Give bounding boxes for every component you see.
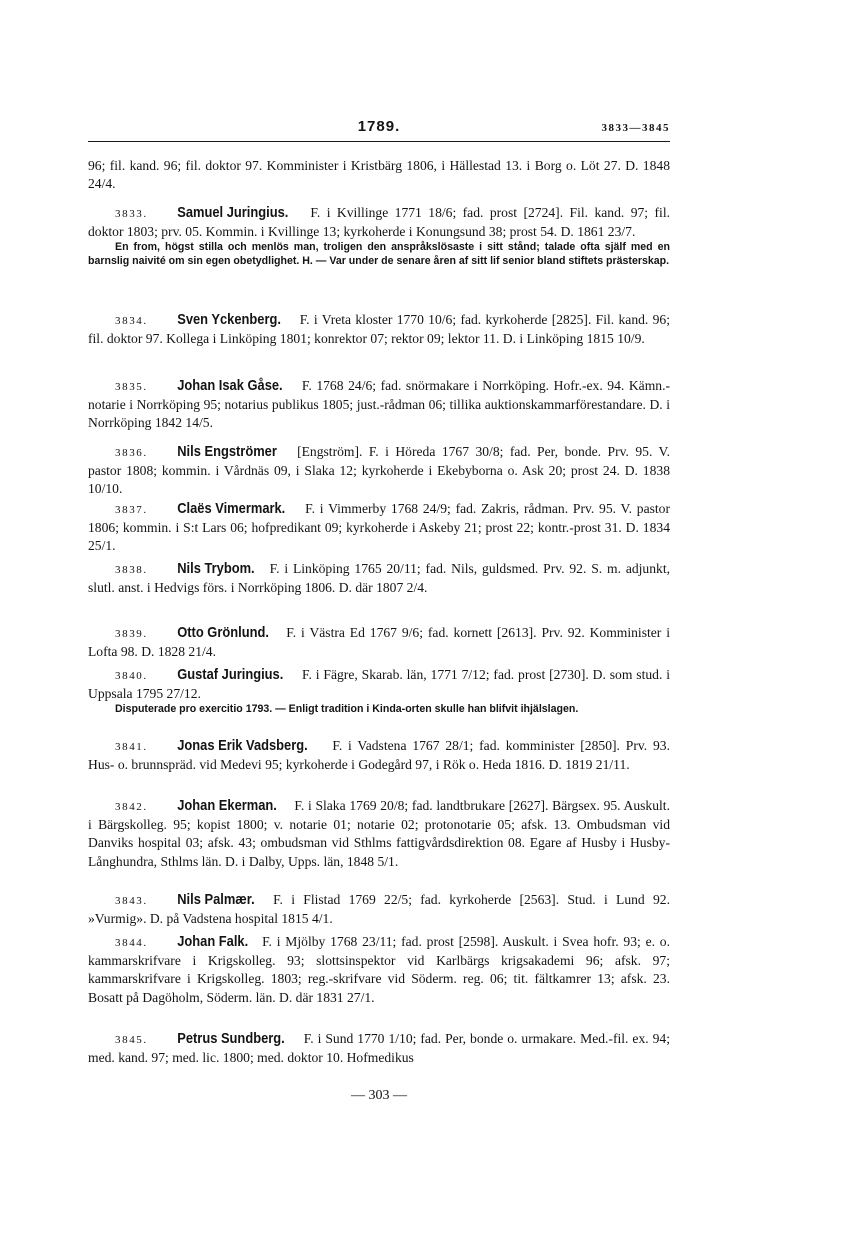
entry-text: [Engström]. F. i Höreda 1767 30/8; fad. Per, bonde. Prv. 95. V. pastor 1808; kommin. i Vårdnäs 09, i Slaka 12; kyrkoherde i Ekebyborna o. Ask 20; prost 24. D. 1838 10/10.: [88, 444, 671, 497]
entry-number: 3838.: [115, 564, 148, 576]
entry-number: 3841.: [115, 741, 148, 753]
entry-name: Nils Palmær.: [176, 891, 255, 908]
entry-body: [88, 891, 670, 928]
entry-note: En from, högst stilla och menlös man, troligen den anspråkslösaste i sitt stånd; talade ofta själf med en barnslig naivité om sin egen obetydlighet. H. — Var under de senare åren af sitt lif senior bland stiftets prästerskap.: [88, 241, 670, 267]
entry-name: Jonas Erik Vadsberg.: [176, 737, 308, 754]
header-year: 1789.: [357, 118, 401, 135]
entry-note: Disputerade pro exercitio 1793. — Enligt tradition i Kinda-orten skulle han blifvit ihjälslagen.: [115, 703, 579, 716]
header-rule: [88, 141, 670, 142]
entry-body: [88, 933, 670, 1007]
entry-number: 3842.: [115, 801, 148, 813]
entry-text: F. i Vimmerby 1768 24/9; fad. Zakris, rådman. Prv. 95. V. pastor 1806; kommin. i S:t Lars 06; hofpredikant 09; kyrkoherde i Askeby 21; prost 22; kontr.-prost 31. D. 1834 25/1.: [88, 501, 670, 554]
entry-3845: [88, 1030, 670, 1067]
entry-name: Sven Yckenberg.: [176, 311, 281, 328]
entry-name: Otto Grönlund.: [176, 624, 269, 641]
entry-text: F. i Vadstena 1767 28/1; fad. komminister [2850]. Prv. 93. Hus- o. brunnspräd. vid Medevi 95; kyrkoherde i Godegård 97, i Rök o. Heda 1816. D. 1819 21/11.: [88, 738, 670, 773]
entry-body: [88, 443, 670, 499]
entry-name: Johan Ekerman.: [176, 797, 277, 814]
entry-number: 3835.: [115, 381, 148, 393]
entry-name: Gustaf Juringius.: [176, 666, 284, 683]
entry-name: Claës Vimermark.: [176, 500, 286, 517]
entry-name: Johan Falk.: [176, 933, 248, 950]
entry-number: 3843.: [115, 895, 148, 907]
entry-text: F. i Vreta kloster 1770 10/6; fad. kyrkoherde [2825]. Fil. kand. 96; fil. doktor 97. Kollega i Linköping 1801; konrektor 07; rektor 09; lektor 11. D. i Linköping 1815 10/9.: [88, 312, 670, 347]
continued-entry: [88, 157, 670, 193]
entry-3838: [88, 560, 670, 597]
continued-entry-text: 96; fil. kand. 96; fil. doktor 97. Komminister i Kristbärg 1806, i Hällestad 13. i Borg o. Löt 27. D. 1848 24/4.: [88, 158, 670, 192]
entry-body: [88, 737, 670, 774]
entry-name: Nils Engströmer: [176, 443, 277, 460]
entry-text: F. i Mjölby 1768 23/11; fad. prost [2598]. Auskult. i Svea hofr. 93; e. o. kammarskrifvare i Krigskolleg. 93; slottsinspektor vid Karlbärgs krigsakademi 96; afsk. 97; kammarskrifvare i Krigskolleg. 1803; reg.-skrifvare vid Söderm. reg. 06; tit. fältkamrer 13; afsk. 23. Bosatt på Dagöholm, Söderm. län. D. där 1831 27/1.: [88, 934, 670, 1005]
entry-3841: [88, 737, 670, 774]
entry-3840: [88, 666, 670, 717]
entry-name: Nils Trybom.: [176, 560, 255, 577]
entry-number: 3836.: [115, 447, 148, 459]
page-number: — 303 —: [351, 1088, 407, 1103]
entry-text: F. i Slaka 1769 20/8; fad. landtbrukare [2627]. Bärgsex. 95. Auskult. i Bärgskolleg. 95; kopist 1800; v. notarie 01; notarie 02; protonotarie 05; afsk. 13. Ombudsman vid Danviks hospital 03; afsk. 43; ombudsman vid Sthlms fattigvårdsdirektion 08. Egare af Husby i Husby-Långhundra, Sthlms län. D. i Dalby, Upps. län, 1848 5/1.: [88, 798, 670, 869]
entry-body: [88, 311, 670, 348]
entry-name: Samuel Juringius.: [176, 204, 289, 221]
entry-number: 3833.: [115, 208, 148, 220]
header-entry-range: 3833—3845: [601, 122, 670, 134]
entry-body: [88, 560, 670, 597]
entry-body: [88, 204, 670, 241]
entry-body: [88, 500, 670, 556]
entry-3833: [88, 204, 670, 268]
entry-text: F. i Flistad 1769 22/5; fad. kyrkoherde [2563]. Stud. i Lund 92. »Vurmig». D. på Vadstena hospital 1815 4/1.: [88, 892, 670, 927]
entry-3837: [88, 500, 670, 556]
entry-name: Petrus Sundberg.: [176, 1030, 285, 1047]
entry-number: 3845.: [115, 1034, 148, 1046]
entry-number: 3839.: [115, 628, 148, 640]
entry-name: Johan Isak Gåse.: [176, 377, 283, 394]
entry-3839: [88, 624, 670, 661]
entry-text: F. i Kvillinge 1771 18/6; fad. prost [2724]. Fil. kand. 97; fil. doktor 1803; prv. 05. Kommin. i Kvillinge 13; kyrkoherde i Konungsund 38; prost 54. D. 1861 23/7.: [88, 205, 670, 240]
entry-body: [88, 797, 670, 871]
entry-number: 3834.: [115, 315, 148, 327]
entry-3834: [88, 311, 670, 348]
entry-text: F. 1768 24/6; fad. snörmakare i Norrköping. Hofr.-ex. 94. Kämn.-notarie i Norrköping 95; notarius publikus 1805; just.-rådman 06; tillika auktionskammarförestandare. D. i Norrköping 1842 14/5.: [88, 378, 670, 431]
entry-3835: [88, 377, 670, 433]
entry-body: [88, 624, 670, 661]
entry-3836: [88, 443, 670, 499]
entry-number: 3837.: [115, 504, 148, 516]
entry-text: F. i Fägre, Skarab. län, 1771 7/12; fad. prost [2730]. D. som stud. i Uppsala 1795 27/12.: [88, 667, 670, 702]
entry-number: 3844.: [115, 937, 148, 949]
entry-3843: [88, 891, 670, 928]
running-header: [88, 116, 670, 140]
entry-text: F. i Västra Ed 1767 9/6; fad. kornett [2613]. Prv. 92. Komminister i Lofta 98. D. 1828 21/4.: [88, 625, 670, 660]
entry-number: 3840.: [115, 670, 148, 682]
entry-text: F. i Linköping 1765 20/11; fad. Nils, guldsmed. Prv. 92. S. m. adjunkt, slutl. anst. i Hedvigs förs. i Norrköping 1806. D. där 1807 2/4.: [88, 561, 670, 596]
entry-3844: [88, 933, 670, 1007]
entry-body: [88, 666, 670, 703]
entry-body: [88, 1030, 670, 1067]
entry-text: F. i Sund 1770 1/10; fad. Per, bonde o. urmakare. Med.-fil. ex. 94; med. kand. 97; med. lic. 1800; med. doktor 10. Hofmedikus: [88, 1031, 670, 1066]
entry-3842: [88, 797, 670, 871]
entry-body: [88, 377, 670, 433]
